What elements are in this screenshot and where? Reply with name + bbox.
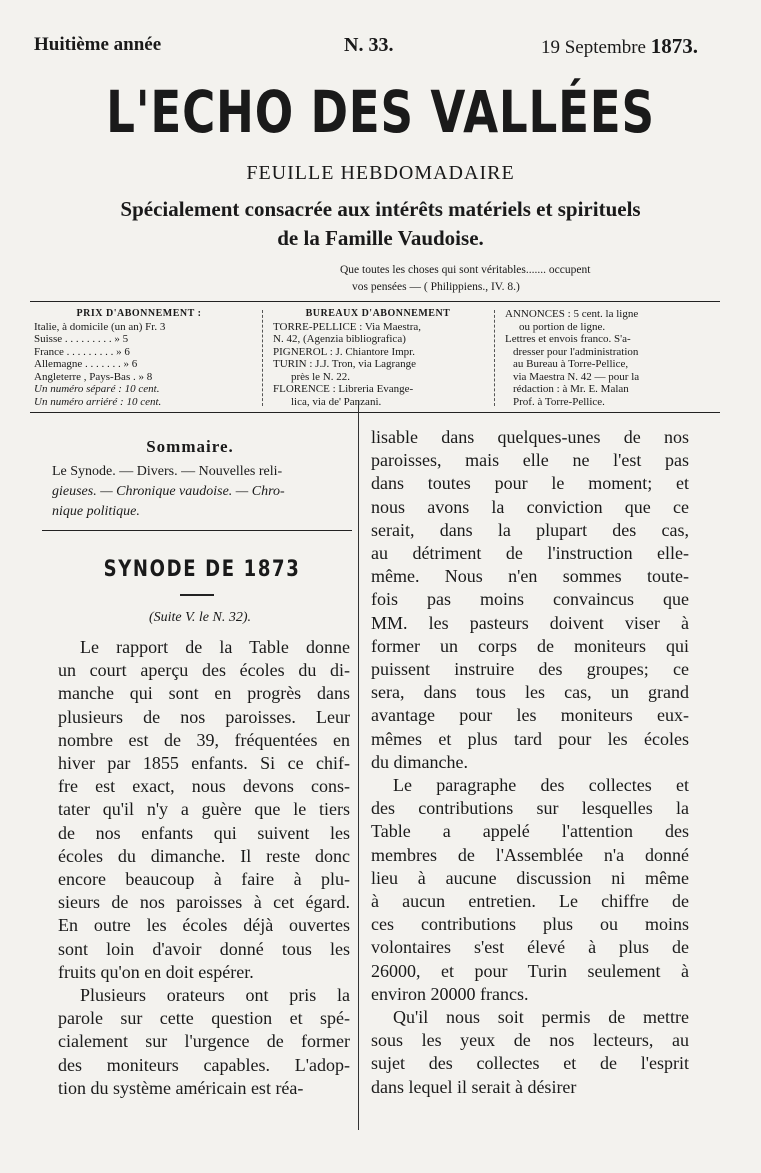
office-row: lica, via de' Panzani. [291,395,382,408]
issue-header [34,34,698,60]
article-line: dans lequel il serait à désirer [371,1076,577,1097]
subscription-prices [34,308,244,408]
office-row: près le N. 22. [291,370,350,383]
price-row: Un numéro arriéré : 10 cent. [34,395,162,408]
masthead-block [0,78,761,158]
article-line: environ 20000 francs. [371,983,529,1004]
info-divider [494,310,495,406]
article-line: un court aperçu des écoles du di- [58,660,350,681]
article-line: tion du système américain est réa- [58,1077,304,1098]
article-line: Le rapport de la Table donne [80,637,350,657]
sommaire-body [52,462,352,522]
info-bottom-rule [30,412,720,413]
article-line: serait, dans la plupart des cas, [371,519,689,540]
article-line: 26000, et pour Turin seulement à [371,960,689,981]
article-line: sieurs de nos paroisses à cet égard. [58,892,350,913]
article-line: sont loin d'avoir donné tous les [58,938,350,959]
office-row: PIGNEROL : J. Chiantore Impr. [273,345,415,358]
price-row: Un numéro séparé : 10 cent. [34,383,160,395]
article-line: volontaires s'est élevé à plus de [371,937,689,958]
sommaire-line: nique politique. [52,504,140,519]
issue-date [541,34,698,59]
article-line: sous les yeux de nos lecteurs, au [371,1030,689,1051]
article-line: tater qu'il n'y a guère que le tiers [58,799,350,820]
sommaire-line: gieuses. — Chronique vaudoise. — Chro- [52,484,285,499]
edition-label: Huitième année [34,34,162,55]
article-line: dans toutes pour le moment; et [371,473,689,494]
article-line: En outre les écoles déjà ouvertes [58,915,350,936]
article-line: sujet des collectes et de l'esprit [371,1053,689,1074]
offices-heading: BUREAUX D'ABONNEMENT [305,308,451,319]
announcement-row: rédaction : à Mr. E. Malan [513,383,629,395]
article-line: encore beaucoup à faire à plu- [58,869,350,890]
announcements [505,308,715,408]
prices-heading: PRIX D'ABONNEMENT : [76,308,202,319]
article-line: au détriment de l'instruction elle- [371,543,689,564]
title-dash [180,594,214,596]
epigraph-line1: Que toutes les choses qui sont véritables....... occupent [340,264,591,276]
article-line: Qu'il nous soit permis de mettre [393,1007,689,1028]
article-line: avantage pour les moniteurs eux- [371,705,689,726]
announcement-row: via Maestra N. 42 — pour la [513,370,640,383]
article-line: manche qui sont en progrès dans [58,683,350,704]
article-line: Table a appelé l'attention des [371,821,689,842]
article-line: lisable dans quelques-unes de nos [371,427,689,447]
epigraph-line2: vos pensées — ( Philippiens., IV. 8.) [352,281,520,293]
office-row: N. 42, (Agenzia bibliografica) [273,333,406,345]
article-suite: (Suite V. le N. 32). [148,610,251,625]
article-line: puissent instruire des groupes; ce [371,659,689,680]
info-divider [262,310,263,406]
sommaire-line: Le Synode. — Divers. — Nouvelles reli- [52,464,283,479]
announcement-row: Lettres et envois franco. S'a- [505,333,631,345]
article-line: MM. les pasteurs doivent viser à [371,612,689,633]
article-line: membres de l'Assemblée n'a donné [371,844,689,865]
article-line: à aucun entretien. Le chiffre de [371,891,689,912]
article-line: Le paragraphe des collectes et [393,775,689,796]
issue-date-year: 1873. [650,34,698,58]
issue-date-day: 19 Septembre [540,37,646,58]
article-line: Plusieurs orateurs ont pris la [80,985,350,1006]
top-rule [30,301,720,302]
article-line: sera, dans tous les cas, un grand [371,682,689,703]
office-row: TORRE-PELLICE : Via Maestra, [273,320,422,333]
price-row: France . . . . . . . . . » 6 [34,345,130,358]
announcement-row: ANNONCES : 5 cent. la ligne [505,308,639,320]
article-line: mêmes et plus tard pour les écoles [371,728,689,749]
tagline-line2: de la Famille Vaudoise. [277,226,484,250]
article-line: former un corps de moniteurs qui [371,635,689,656]
article-line: hiver par 1855 enfants. Si ce chif- [58,753,350,774]
article-line: ces contributions plus ou moins [371,914,689,935]
article-line: du dimanche. [371,751,468,772]
epigraph [340,262,685,296]
article-line: fois pas moins convaincus que [371,589,689,610]
article-line: des contributions sur lesquelles la [371,798,689,819]
article-line: plusieurs de nos paroisses. Leur [58,706,350,727]
masthead-title: L'ECHO DES VALLÉES [106,78,655,146]
article-line: paroisses, mais elle ne l'est pas [371,450,689,471]
price-row: Angleterre , Pays-Bas . » 8 [34,370,153,383]
subtitle: FEUILLE HEBDOMADAIRE [246,162,515,184]
sommaire-rule [42,530,352,531]
article-line: fre est exact, nous devons cons- [58,776,350,797]
price-row: Italie, à domicile (un an) Fr. 3 [34,320,166,333]
tagline-line1: Spécialement consacrée aux intérêts matériels et spirituels [120,197,641,221]
column-divider [358,400,359,1130]
article-line: fruits qu'on en doit espérer. [58,961,254,982]
announcement-row: dresser pour l'administration [513,345,639,358]
office-row: TURIN : J.J. Tron, via Lagrange [273,358,416,370]
announcement-row: Prof. à Torre-Pellice. [513,395,605,408]
article-line: même. Nous n'en sommes toute- [371,566,689,587]
article-line: lieu à aucune discussion ni même [371,867,689,888]
announcement-row: ou portion de ligne. [519,320,606,333]
article-line: parole sur cette question et spé- [58,1008,350,1029]
article-line: des moniteurs capables. L'adop- [58,1054,350,1075]
article-line: nombre est de 39, fréquentées en [58,729,350,750]
issue-number: N. 33. [344,34,394,56]
subscription-offices [273,308,483,408]
price-row: Suisse . . . . . . . . . » 5 [34,333,129,345]
article-line: nous avons la conviction que ce [371,496,689,517]
office-row: FLORENCE : Libreria Evange- [273,383,414,395]
announcement-row: au Bureau à Torre-Pellice, [513,358,629,370]
article-column-right [371,426,689,1099]
article-line: cialement sur l'urgence de former [58,1031,350,1052]
article-column-left [58,636,350,1100]
article-title: SYNODE DE 1873 [103,557,301,582]
price-row: Allemagne . . . . . . . » 6 [34,358,138,370]
sommaire-title: Sommaire. [146,437,234,456]
article-line: de nos enfants qui suivent les [58,822,350,843]
article-line: écoles du dimanche. Il reste donc [58,845,350,866]
